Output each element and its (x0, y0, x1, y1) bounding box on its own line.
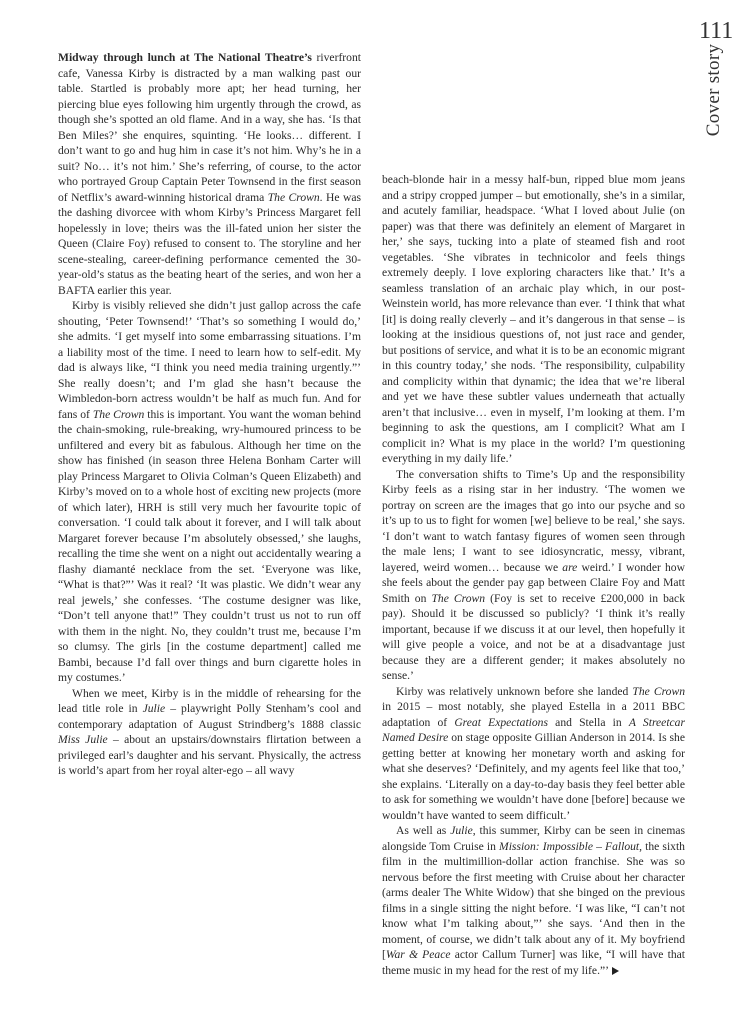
paragraph-text: When we meet, Kirby is in the middle of rehearsing for the lead title role in Julie – playwright Polly Stenham’s cool and contemporary adaptation of August Strindberg’s 1888 classic Miss Julie – about an upstairs/downstairs flirtation between a privileged earl’s daughter and his servant. Physically, the actress is world’s apart from her royal alter-ego – all wavy (58, 686, 361, 777)
article-paragraph (382, 172, 685, 467)
article-paragraph (58, 50, 361, 298)
page-number: 111 (699, 18, 734, 44)
article-column-right (382, 172, 685, 978)
paragraph-text: beach-blonde hair in a messy half-bun, ripped blue mom jeans and a stripy cropped jumper – but emotionally, she’s in a similar, and acutely familiar, headspace. ‘What I loved about Julie (on paper) was that there was definitely an element of Margaret in her,’ she says, tucking into a plate of steamed fish and root vegetables. ‘She vibrates in technicolor and feels things extremely deeply. I love exploring characters like that.’ It’s a seamless translation of an archaic play which, in our post-Weinstein world, has more relevance than ever. ‘I think that what [it] is doing really cleverly – and it’s dangerous in that sense – is looking at the insidious questions of, not just race and gender, but positions of service, and what it is to be an economic migrant in this country today,’ she nods. ‘The responsibility, culpability and complicity within that dynamic; the idea that we’re liberal and yet we have these subtler values underneath that actually aren’t that inclusive… even in myself, I’m looking at them. I’m beginning to ask the questions, am I complicit? What am I complicit in? What is my place in the world? I’m questioning everything in my daily life.’ (382, 173, 685, 465)
article-column-left (58, 50, 361, 779)
paragraph-text: Kirby is visibly relieved she didn’t just gallop across the cafe shouting, ‘Peter Townsend!’ ‘That’s so something I would do,’ she admits. ‘I get myself into some embarrassing situations. I’m a liability most of the time. I need to learn how to self-edit. My dad is always like, “I think you need media training urgently.”’ She really doesn’t; and I’m glad she hasn’t because the Wimbledon-born actress wouldn’t be half as much fun. And for fans of The Crown this is important. You want the woman behind the chain-smoking, rule-breaking, wry-humoured princess to be unfiltered and every bit as fabulous. Although her time on the show has finished (in season three Helena Bonham Carter will play Princess Margaret to Olivia Colman’s Queen Elizabeth) and Kirby’s moved on to a whole host of exciting new projects (more of which later), HRH is still very much her favourite topic of conversation. ‘I could talk about it forever, and I will talk about Margaret forever because I’m absolutely obsessed,’ she laughs, recalling the time she went on a night out accidentally wearing a flashy diamanté necklace from the set. ‘Everyone was like, “What is that?”’ Was it real? ‘It was plastic. We didn’t wear any real jewels,’ she confesses. ‘The costume designer was like, “Don’t tell anyone that!” They couldn’t trust us not to run off with them in the night. No, they couldn’t trust me, because I’m so clumsy. The girls [in the costume department] called me Bambi, because I’d fall over things and burn cigarette holes in my costumes.’ (58, 299, 361, 684)
article-paragraph (382, 467, 685, 684)
article-paragraph (58, 298, 361, 686)
paragraph-text: The conversation shifts to Time’s Up and the responsibility Kirby feels as a rising star in her industry. ‘The women we portray on screen are the images that go into our psyche and so it’s up to us to fight for women [we] believe to be real,’ she says. ‘I don’t want to watch fantasy figures of women seen through the male lens; I want to see idiosyncratic, messy, vibrant, layered, weird women… because we are weird.’ I wonder how she feels about the gender pay gap between Claire Foy and Matt Smith on The Crown (Foy is set to receive £200,000 in back pay). Should it be discussed so publicly? ‘I think it’s really important, because if we discuss it at our level, then hopefully it will give people a voice, and not be at a disadvantage just because they are a different gender; it makes absolutely no sense.’ (382, 467, 685, 682)
article-paragraph (382, 684, 685, 824)
paragraph-text: riverfront cafe, Vanessa Kirby is distracted by a man walking past our table. Startled is probably more apt; her head turning, her piercing blue eyes following him urgently through the crowd, as though she’s spotted an old flame. And in a way, she has. ‘Is that Ben Miles?’ she enquires, squinting. ‘He looks… different. I don’t want to go and hug him in case it’s not him. Why’s he in a suit? No… it’s not him.’ She’s referring, of course, to the actor who portrayed Group Captain Peter Townsend in the first season of Netflix’s award-winning historical drama The Crown. He was the dashing divorcee with whom Kirby’s Princess Margaret fell hopelessly in love; theirs was the ill-fated union her sister the Queen (Claire Foy) refused to consent to. The storyline and her scene-stealing, career-defining performance cemented the 30-year-old’s status as the beating heart of the series, and won her a BAFTA earlier this year. (58, 51, 361, 297)
end-of-article-triangle-icon (612, 967, 619, 975)
paragraph-text: As well as Julie, this summer, Kirby can be seen in cinemas alongside Tom Cruise in Mission: Impossible – Fallout, the sixth film in the multimillion-dollar action franchise. She was so nervous before the first meeting with Cruise about her character (arms dealer The White Widow) that she binged on the previous films in a single sitting the night before. ‘I was like, “I can’t not know what I’m talking about,”’ she says. ‘And then in the moment, of course, we didn’t talk about any of it. My boyfriend [War & Peace actor Callum Turner] was like, “I will have that theme music in my head for the rest of my life.”’ (382, 824, 685, 977)
article-paragraph (58, 686, 361, 779)
section-label: Cover story (703, 43, 724, 137)
lead-in: Midway through lunch at The National Theatre’s (58, 51, 312, 64)
article-paragraph (382, 823, 685, 978)
paragraph-text: Kirby was relatively unknown before she landed The Crown in 2015 – most notably, she played Estella in a 2011 BBC adaptation of Great Expectations and Stella in A Streetcar Named Desire on stage opposite Gillian Anderson in 2014. Is she getting better at knowing her monetary worth and asking for what she deserves? ‘Definitely, and my agents feel like that too,’ she explains. ‘Literally on a day-to-day basis they feel better able to ask for something we wouldn’t have done [before] because we wouldn’t have wanted to seem difficult.’ (382, 684, 685, 822)
